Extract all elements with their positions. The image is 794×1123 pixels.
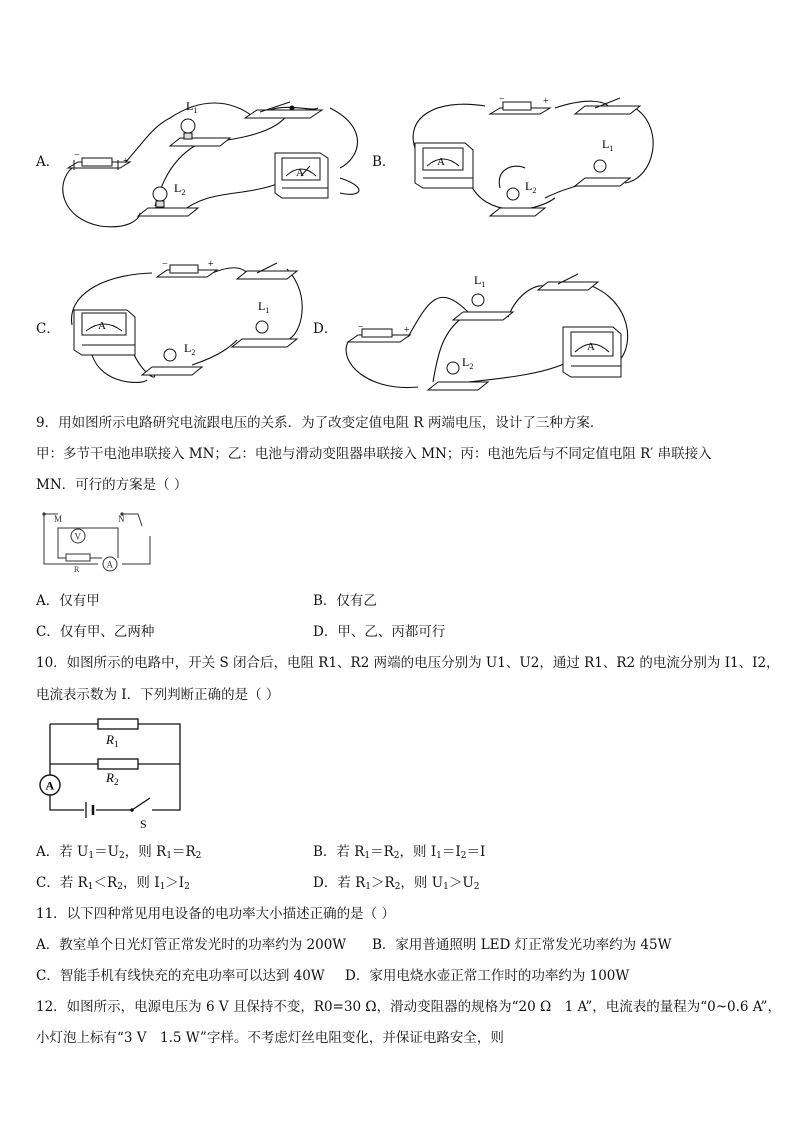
lamp-icon [490, 188, 545, 216]
q9-option-d: D．甲、乙、丙都可行 [313, 624, 446, 640]
q12-stem-line2: 小灯泡上标有“3 V 1.5 W”字样。不考虑灯丝电阻变化，并保证电路安全，则 [36, 1030, 504, 1046]
lamp-l1-label: $L_1$ [602, 137, 614, 153]
q10-circuit-diagram [36, 718, 186, 830]
q9-circuit-diagram [38, 508, 158, 576]
minus-sign: − [499, 94, 505, 105]
voltmeter-label: V [74, 531, 81, 542]
q11-stem: 11．以下四种常见用电设备的电功率大小描述正确的是（ ） [36, 906, 395, 922]
plus-sign: + [208, 259, 214, 270]
battery-icon [86, 802, 93, 818]
minus-sign: − [74, 150, 80, 161]
plus-sign: + [543, 96, 549, 107]
ammeter-label: A [296, 167, 304, 179]
ammeter-label: A [587, 341, 595, 353]
q8-diagram-c [62, 255, 312, 395]
ammeter-label: A [437, 156, 445, 168]
q11-option-d: D．家用电烧水壶正常工作时的功率约为 100W [345, 968, 630, 984]
terminal-m-label: M [54, 514, 63, 524]
lamp-l1-label: $L_1$ [474, 273, 486, 289]
lamp-icon [428, 362, 488, 390]
switch-icon [575, 98, 640, 114]
lamp-icon [575, 160, 630, 186]
resistor-r2-icon [98, 759, 138, 769]
switch-s-label: S [140, 817, 147, 830]
q9-option-a: A．仅有甲 [36, 593, 100, 609]
ammeter-label: A [98, 320, 106, 332]
plus-sign: + [404, 325, 410, 336]
q9-stem-line1: 9．用如图所示电路研究电流跟电压的关系．为了改变定值电阻 R 两端电压，设计了三种方案． [36, 415, 604, 431]
q9-option-c: C．仅有甲、乙两种 [36, 624, 155, 640]
lamp-icon [138, 187, 198, 216]
q11-option-c: C．智能手机有线快充的充电功率可以达到 40W [36, 968, 325, 984]
minus-sign: − [358, 322, 364, 333]
lamp-icon [170, 119, 230, 146]
q8-diagram-b [395, 88, 665, 228]
q8-option-d-label: D． [313, 321, 338, 337]
ammeter-icon [74, 310, 135, 355]
q8-diagram-a [60, 88, 360, 238]
q10-option-b: B．若 $R_1=R_2$，则 $I_1=I_2=I$ [313, 844, 486, 861]
minus-sign: − [162, 259, 168, 270]
q9-option-b: B．仅有乙 [313, 593, 377, 609]
q10-option-c: C．若 $R_1<R_2$，则 $I_1>I_2$ [36, 875, 190, 892]
q10-option-a: A．若 $U_1=U_2$，则 $R_1=R_2$ [36, 844, 202, 861]
q10-option-d: D．若 $R_1>R_2$，则 $U_1>U_2$ [313, 875, 480, 892]
ammeter-label: A [45, 778, 55, 793]
q11-option-a: A．教室单个日光灯管正常发光时的功率约为 200W [36, 937, 347, 953]
resistor-r-label: R [74, 565, 80, 574]
q8-option-b-label: B． [372, 154, 396, 170]
lamp-icon [232, 321, 297, 347]
switch-icon [237, 263, 297, 279]
lamp-l2-label: $L_2$ [525, 179, 537, 195]
q10-stem-line2: 电流表示数为 I．下列判断正确的是（ ） [36, 687, 280, 703]
q9-stem-line3: MN．可行的方案是（ ） [36, 477, 188, 493]
resistor-icon [66, 554, 90, 561]
lamp-l2-label: $L_2$ [184, 341, 196, 357]
q12-stem-line1: 12．如图所示，电源电压为 6 V 且保持不变，R0=30 Ω，滑动变阻器的规格为“20 Ω 1 A”，电流表的量程为“0~0.6 A”， [36, 999, 781, 1015]
ammeter-label: A [106, 559, 113, 570]
q8-diagram-d [338, 262, 638, 397]
lamp-l2-label: $L_2$ [174, 181, 186, 197]
lamp-l1-label: $L_1$ [186, 99, 198, 115]
q8-option-a-label: A． [36, 154, 60, 170]
plus-sign: + [123, 156, 129, 167]
q11-option-b: B．家用普通照明 LED 灯正常发光功率约为 45W [372, 937, 672, 953]
resistor-r1-icon [98, 719, 138, 729]
q10-stem-line1: 10．如图所示的电路中，开关 S 闭合后，电阻 R1、R2 两端的电压分别为 U1、U2，通过 R1、R2 的电流分别为 I1、I2， [36, 655, 780, 671]
q9-stem-line2: 甲：多节干电池串联接入 MN；乙：电池与滑动变阻器串联接入 MN；丙：电池先后与不同定值电阻 R′ 串联接入 [36, 446, 712, 462]
resistor-r1-label: $R_1$ [106, 732, 119, 749]
resistor-r2-label: $R_2$ [106, 770, 119, 787]
lamp-l1-label: $L_1$ [258, 299, 270, 315]
terminal-n-label: N [118, 514, 125, 524]
lamp-l2-label: $L_2$ [462, 355, 474, 371]
switch-icon [538, 274, 598, 290]
switch-icon [130, 808, 134, 812]
switch-icon [245, 102, 322, 118]
q8-option-c-label: C． [36, 321, 60, 337]
